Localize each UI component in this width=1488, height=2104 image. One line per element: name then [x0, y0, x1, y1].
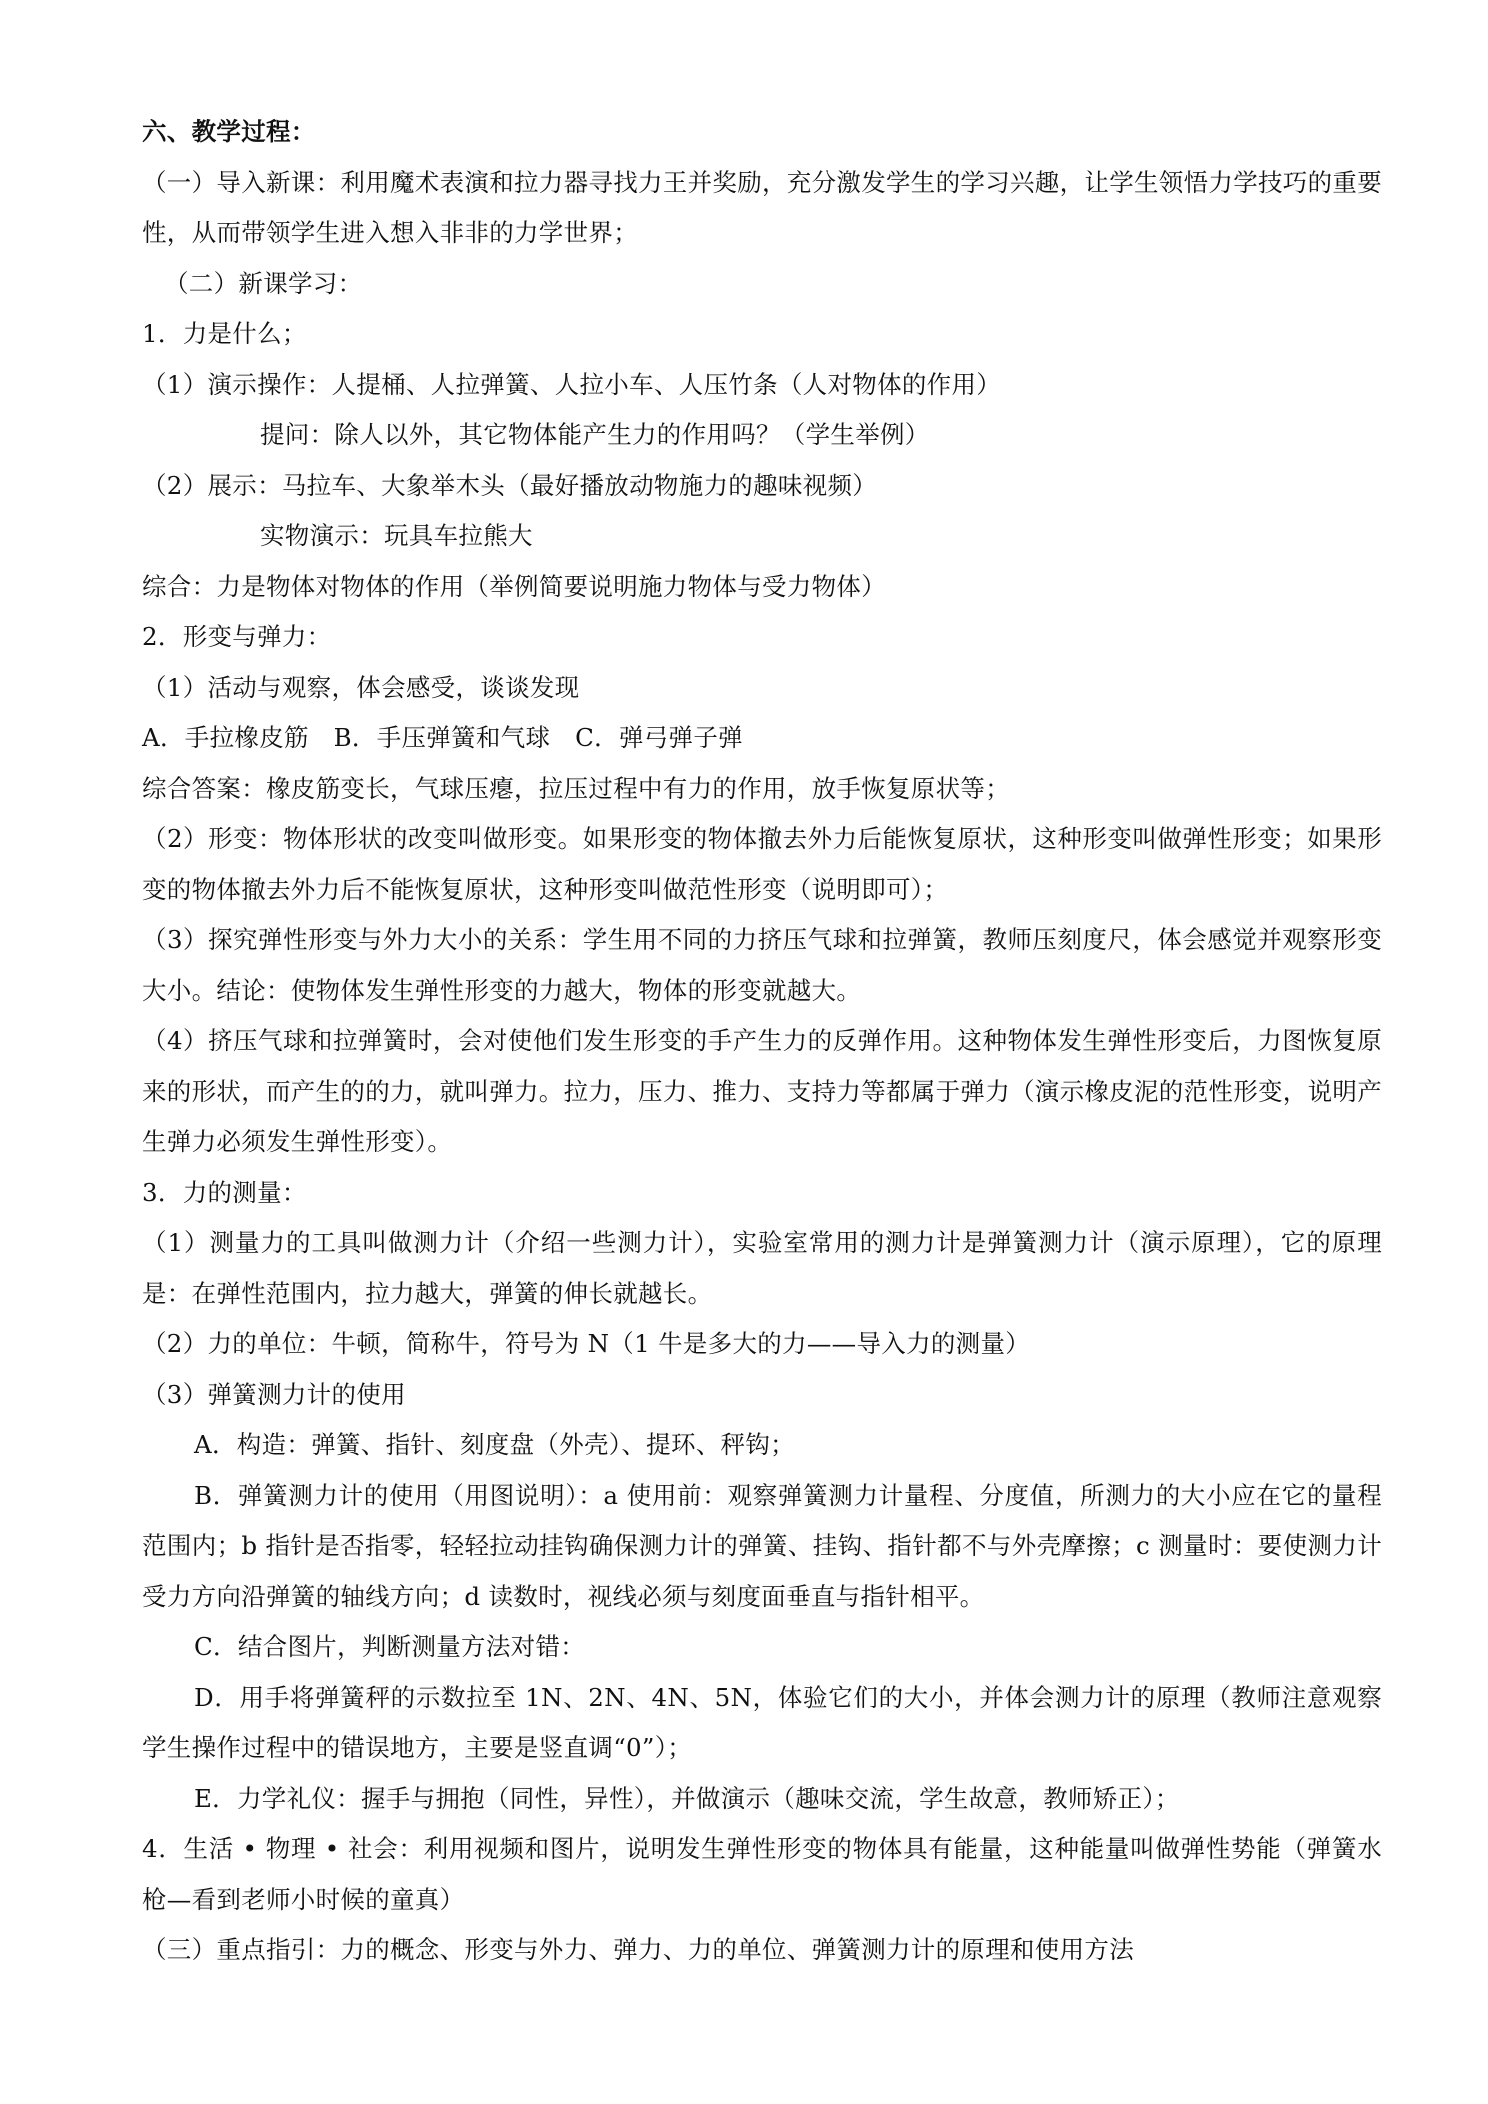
- item-3-2: （2）力的单位：牛顿，简称牛，符号为 N（1 牛是多大的力——导入力的测量）: [142, 1329, 1031, 1358]
- item-3-3-D-text: D．用手将弹簧秤的示数拉至 1N、2N、4N、5N，体验它们的大小，并体会测力计的原理（教师注意观察学生操作过程中的错误地方，主要是竖直调“0”）；: [142, 1682, 1382, 1762]
- intro-paragraph: （一）导入新课：利用魔术表演和拉力器寻找力王并奖励，充分激发学生的学习兴趣，让学生领悟力学技巧的重要性，从而带领学生进入想入非非的力学世界；: [142, 167, 1382, 247]
- item-1-1: （1）演示操作：人提桶、人拉弹簧、人拉小车、人压竹条（人对物体的作用）: [142, 369, 1002, 399]
- item-1-1-question: 提问：除人以外，其它物体能产生力的作用吗？（学生举例）: [260, 420, 930, 449]
- section-heading: 六、教学过程：: [142, 117, 316, 146]
- item-3-3-D: [142, 1673, 1382, 1774]
- item-2-answer: 综合答案：橡皮筋变长，气球压瘪，拉压过程中有力的作用，放手恢复原状等；: [142, 773, 1010, 803]
- item-2-4: （4）挤压气球和拉弹簧时，会对使他们发生形变的手产生力的反弹作用。这种物体发生弹性形变后，力图恢复原来的形状，而产生的的力，就叫弹力。拉力，压力、推力、支持力等都属于弹力（演示橡皮泥的范性形变，说明产生弹力必须发生弹性形变）。: [142, 1026, 1382, 1156]
- item-1-2-demo: 实物演示：玩具车拉熊大: [260, 521, 533, 550]
- item-2-1: （1）活动与观察，体会感受，谈谈发现: [142, 672, 580, 702]
- item-3-3: （3）弹簧测力计的使用: [142, 1379, 406, 1409]
- item-3-1: （1）测量力的工具叫做测力计（介绍一些测力计），实验室常用的测力计是弹簧测力计（演示原理），它的原理是：在弹性范围内，拉力越大，弹簧的伸长就越长。: [142, 1228, 1382, 1308]
- item-1-title: 1．力是什么；: [142, 319, 307, 348]
- item-3-3-B-text: B．弹簧测力计的使用（用图说明）：a 使用前：观察弹簧测力计量程、分度值，所测力的大小应在它的量程范围内；b 指针是否指零，轻轻拉动挂钩确保测力计的弹簧、挂钩、指针都不与外壳摩擦；c 测量时：要使测力计受力方向沿弹簧的轴线方向；d 读数时，视线必须与刻度面垂直与指针相平。: [142, 1480, 1382, 1611]
- document-body: [142, 107, 1382, 1976]
- item-3-3-A: A．构造：弹簧、指针、刻度盘（外壳）、提环、秤钩；: [194, 1430, 795, 1459]
- item-2-1-options: A．手拉橡皮筋 B．手压弹簧和气球 C．弹弓弹子弹: [142, 723, 743, 752]
- item-2-2: （2）形变：物体形状的改变叫做形变。如果形变的物体撤去外力后能恢复原状，这种形变叫做弹性形变；如果形变的物体撤去外力后不能恢复原状，这种形变叫做范性形变（说明即可）；: [142, 824, 1382, 904]
- new-lesson-heading: （二）新课学习：: [164, 268, 363, 298]
- item-3-3-E: E．力学礼仪：握手与拥抱（同性，异性），并做演示（趣味交流，学生故意，教师矫正）；: [194, 1783, 1180, 1813]
- item-2-title: 2．形变与弹力：: [142, 622, 332, 651]
- item-1-summary: 综合：力是物体对物体的作用（举例简要说明施力物体与受力物体）: [142, 571, 886, 601]
- item-4: 4．生活 • 物理 • 社会：利用视频和图片，说明发生弹性形变的物体具有能量，这种能量叫做弹性势能（弹簧水枪—看到老师小时候的童真）: [142, 1834, 1382, 1914]
- item-3-3-C: C．结合图片，判断测量方法对错：: [194, 1632, 586, 1661]
- item-1-2: （2）展示：马拉车、大象举木头（最好播放动物施力的趣味视频）: [142, 470, 878, 500]
- item-3-title: 3．力的测量：: [142, 1177, 307, 1207]
- item-2-3: （3）探究弹性形变与外力大小的关系：学生用不同的力挤压气球和拉弹簧，教师压刻度尺，体会感觉并观察形变大小。结论：使物体发生弹性形变的力越大，物体的形变就越大。: [142, 925, 1382, 1005]
- key-points: （三）重点指引：力的概念、形变与外力、弹力、力的单位、弹簧测力计的原理和使用方法: [142, 1935, 1134, 1964]
- item-3-3-B: [142, 1471, 1382, 1623]
